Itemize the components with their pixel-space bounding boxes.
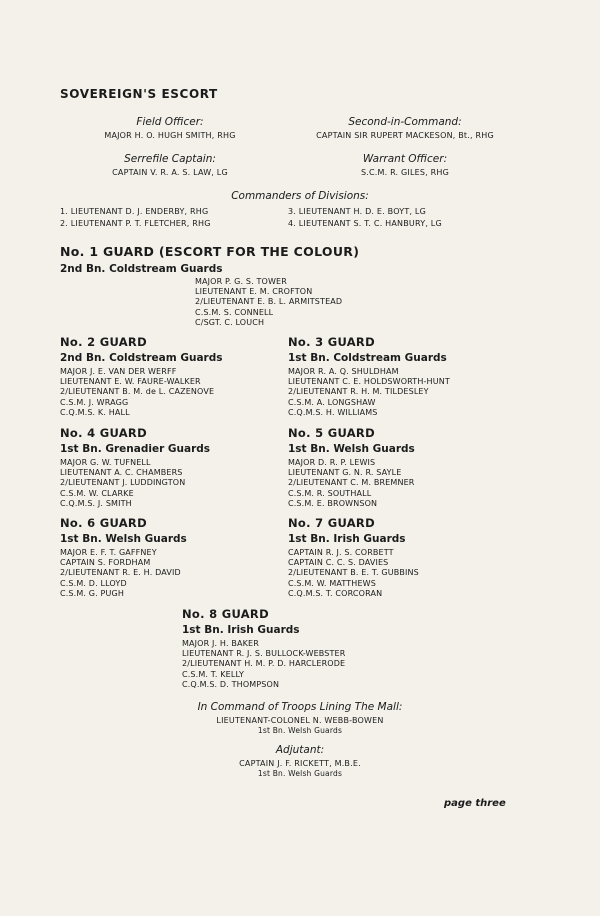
guard-2-unit: 2nd Bn. Coldstream Guards (60, 352, 223, 364)
guard-7-title: No. 7 GUARD (288, 516, 375, 530)
member: C.Q.M.S. H. WILLIAMS (288, 407, 378, 417)
guard-8-unit: 1st Bn. Irish Guards (182, 624, 300, 636)
member: LIEUTENANT A. C. CHAMBERS (60, 468, 183, 478)
troops-lining-name: LIEUTENANT-COLONEL N. WEBB-BOWEN (216, 716, 384, 725)
member: CAPTAIN S. FORDHAM (60, 558, 151, 568)
guard-8-members (182, 639, 345, 690)
divisions-heading: Commanders of Divisions: (231, 190, 369, 202)
field-officer-name: MAJOR H. O. HUGH SMITH, RHG (104, 131, 236, 140)
member: 2/LIEUTENANT B. M. de L. CAZENOVE (60, 387, 215, 397)
member: C.S.M. W. MATTHEWS (288, 578, 376, 588)
division-item: 4. LIEUTENANT S. T. C. HANBURY, LG (288, 218, 442, 228)
guard-6-members (60, 548, 181, 599)
guard-1-members (195, 277, 342, 328)
member: LIEUTENANT E. M. CROFTON (195, 287, 313, 297)
member: C.Q.M.S. J. SMITH (60, 498, 132, 508)
member: C.S.M. S. CONNELL (195, 307, 274, 317)
guard-4-unit: 1st Bn. Grenadier Guards (60, 443, 211, 455)
warrant-officer-block (275, 153, 535, 177)
guard-3-title: No. 3 GUARD (288, 335, 375, 349)
member: 2/LIEUTENANT R. H. M. TILDESLEY (288, 387, 429, 397)
member: 2/LIEUTENANT H. M. P. D. HARCLERODE (182, 659, 346, 669)
second-in-command-name: CAPTAIN SIR RUPERT MACKESON, Bt., RHG (316, 131, 494, 140)
adjutant-heading: Adjutant: (275, 744, 325, 756)
member: C.S.M. A. LONGSHAW (288, 397, 376, 407)
guard-6-title: No. 6 GUARD (60, 516, 147, 530)
member: 2/LIEUTENANT R. E. H. DAVID (60, 568, 181, 578)
serrefile-captain-name: CAPTAIN V. R. A. S. LAW, LG (112, 168, 228, 177)
member: MAJOR E. F. T. GAFFNEY (60, 548, 157, 557)
division-item: 1. LIEUTENANT D. J. ENDERBY, RHG (60, 207, 209, 216)
member: C.S.M. R. SOUTHALL (288, 488, 372, 498)
member: C.Q.M.S. T. CORCORAN (288, 588, 383, 598)
member: C.S.M. T. KELLY (182, 669, 245, 679)
guard-5-title: No. 5 GUARD (288, 426, 375, 440)
guard-4-title: No. 4 GUARD (60, 426, 147, 440)
member: MAJOR R. A. Q. SHULDHAM (288, 367, 399, 376)
member: CAPTAIN C. C. S. DAVIES (288, 558, 389, 568)
troops-lining-heading: In Command of Troops Lining The Mall: (197, 701, 403, 713)
page-title: SOVEREIGN'S ESCORT (60, 87, 218, 101)
second-in-command-block (275, 116, 535, 140)
division-item: 2. LIEUTENANT P. T. FLETCHER, RHG (60, 218, 211, 228)
member: 2/LIEUTENANT J. LUDDINGTON (60, 478, 186, 488)
field-officer-block (70, 116, 270, 140)
member: LIEUTENANT E. W. FAURE-WALKER (60, 377, 201, 387)
member: 2/LIEUTENANT C. M. BREMNER (288, 478, 415, 488)
adjutant-unit: 1st Bn. Welsh Guards (257, 769, 343, 778)
guard-3-members (288, 367, 450, 418)
member: MAJOR G. W. TUFNELL (60, 458, 151, 467)
adjutant-block (130, 744, 470, 778)
member: LIEUTENANT R. J. S. BULLOCK-WEBSTER (182, 649, 346, 659)
member: LIEUTENANT G. N. R. SAYLE (288, 468, 402, 478)
warrant-officer-role: Warrant Officer: (362, 153, 448, 165)
guard-2-title: No. 2 GUARD (60, 335, 147, 349)
guard-4-members (60, 458, 185, 509)
field-officer-role: Field Officer: (136, 116, 204, 128)
member: MAJOR P. G. S. TOWER (195, 277, 287, 286)
member: 2/LIEUTENANT B. E. T. GUBBINS (288, 568, 419, 578)
member: C.S.M. G. PUGH (60, 588, 125, 598)
guard-2-members (60, 367, 214, 418)
guard-7-unit: 1st Bn. Irish Guards (288, 533, 406, 545)
guard-1-unit: 2nd Bn. Coldstream Guards (60, 263, 223, 275)
guard-3-unit: 1st Bn. Coldstream Guards (288, 352, 447, 364)
member: C.Q.M.S. D. THOMPSON (182, 679, 280, 689)
member: C.Q.M.S. K. HALL (60, 407, 130, 417)
division-item: 3. LIEUTENANT H. D. E. BOYT, LG (288, 207, 426, 216)
member: MAJOR J. H. BAKER (182, 639, 259, 648)
guard-6-unit: 1st Bn. Welsh Guards (60, 533, 187, 545)
troops-lining-unit: 1st Bn. Welsh Guards (257, 726, 343, 735)
page-number: page three (444, 798, 506, 809)
serrefile-captain-block (70, 153, 270, 177)
member: MAJOR J. E. VAN DER WERFF (60, 367, 177, 376)
member: CAPTAIN R. J. S. CORBETT (288, 548, 394, 557)
member: LIEUTENANT C. E. HOLDSWORTH-HUNT (288, 377, 450, 387)
member: 2/LIEUTENANT E. B. L. ARMITSTEAD (195, 297, 343, 307)
guard-1-title: No. 1 GUARD (ESCORT FOR THE COLOUR) (60, 244, 360, 259)
adjutant-name: CAPTAIN J. F. RICKETT, M.B.E. (239, 759, 361, 768)
member: C.S.M. W. CLARKE (60, 488, 134, 498)
member: MAJOR D. R. P. LEWIS (288, 458, 376, 467)
troops-lining-block (130, 701, 470, 735)
divisions-col-left (60, 206, 211, 229)
member: C.S.M. J. WRAGG (60, 397, 129, 407)
member: C/SGT. C. LOUCH (195, 317, 265, 327)
guard-7-members (288, 548, 419, 599)
guard-5-unit: 1st Bn. Welsh Guards (288, 443, 415, 455)
member: C.S.M. D. LLOYD (60, 578, 127, 588)
divisions-col-right (288, 206, 442, 229)
member: C.S.M. E. BROWNSON (288, 498, 378, 508)
second-in-command-role: Second-in-Command: (348, 116, 462, 128)
serrefile-captain-role: Serrefile Captain: (124, 153, 216, 165)
guard-5-members (288, 458, 415, 509)
guard-8-title: No. 8 GUARD (182, 607, 269, 621)
warrant-officer-name: S.C.M. R. GILES, RHG (360, 168, 450, 177)
